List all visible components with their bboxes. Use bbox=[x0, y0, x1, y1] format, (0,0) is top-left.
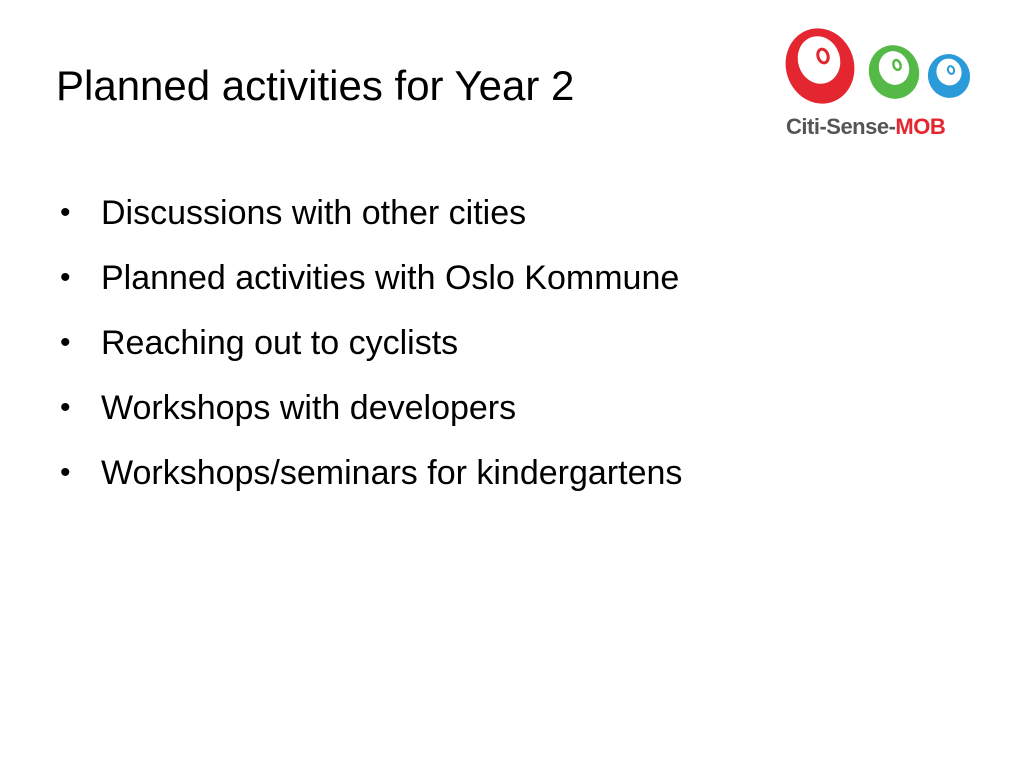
bullet-item bbox=[56, 183, 682, 248]
bullet-dot-icon: • bbox=[60, 196, 71, 229]
bullet-item bbox=[56, 248, 682, 313]
green-ring-icon bbox=[862, 39, 926, 106]
bullet-text: Workshops/seminars for kindergartens bbox=[101, 454, 683, 492]
bullet-dot-icon: • bbox=[60, 261, 71, 294]
logo-wordmark bbox=[786, 114, 945, 140]
bullet-dot-icon: • bbox=[60, 391, 71, 424]
bullet-text: Discussions with other cities bbox=[101, 194, 527, 232]
red-ring-icon bbox=[776, 26, 864, 113]
logo-name-accent: MOB bbox=[895, 114, 946, 139]
slide-title: Planned activities for Year 2 bbox=[56, 62, 575, 109]
bullet-dot-icon: • bbox=[60, 456, 71, 489]
logo-name-main: Citi-Sense- bbox=[786, 114, 896, 139]
bullet-list bbox=[56, 183, 682, 508]
bullet-text: Reaching out to cyclists bbox=[101, 324, 459, 362]
logo-rings-icon bbox=[776, 26, 986, 114]
bullet-item bbox=[56, 313, 682, 378]
bullet-dot-icon: • bbox=[60, 326, 71, 359]
blue-ring-icon bbox=[922, 49, 976, 104]
bullet-item bbox=[56, 443, 682, 508]
bullet-text: Workshops with developers bbox=[101, 389, 517, 427]
citi-sense-mob-logo bbox=[776, 26, 986, 144]
bullet-item bbox=[56, 378, 682, 443]
bullet-text: Planned activities with Oslo Kommune bbox=[101, 259, 680, 297]
